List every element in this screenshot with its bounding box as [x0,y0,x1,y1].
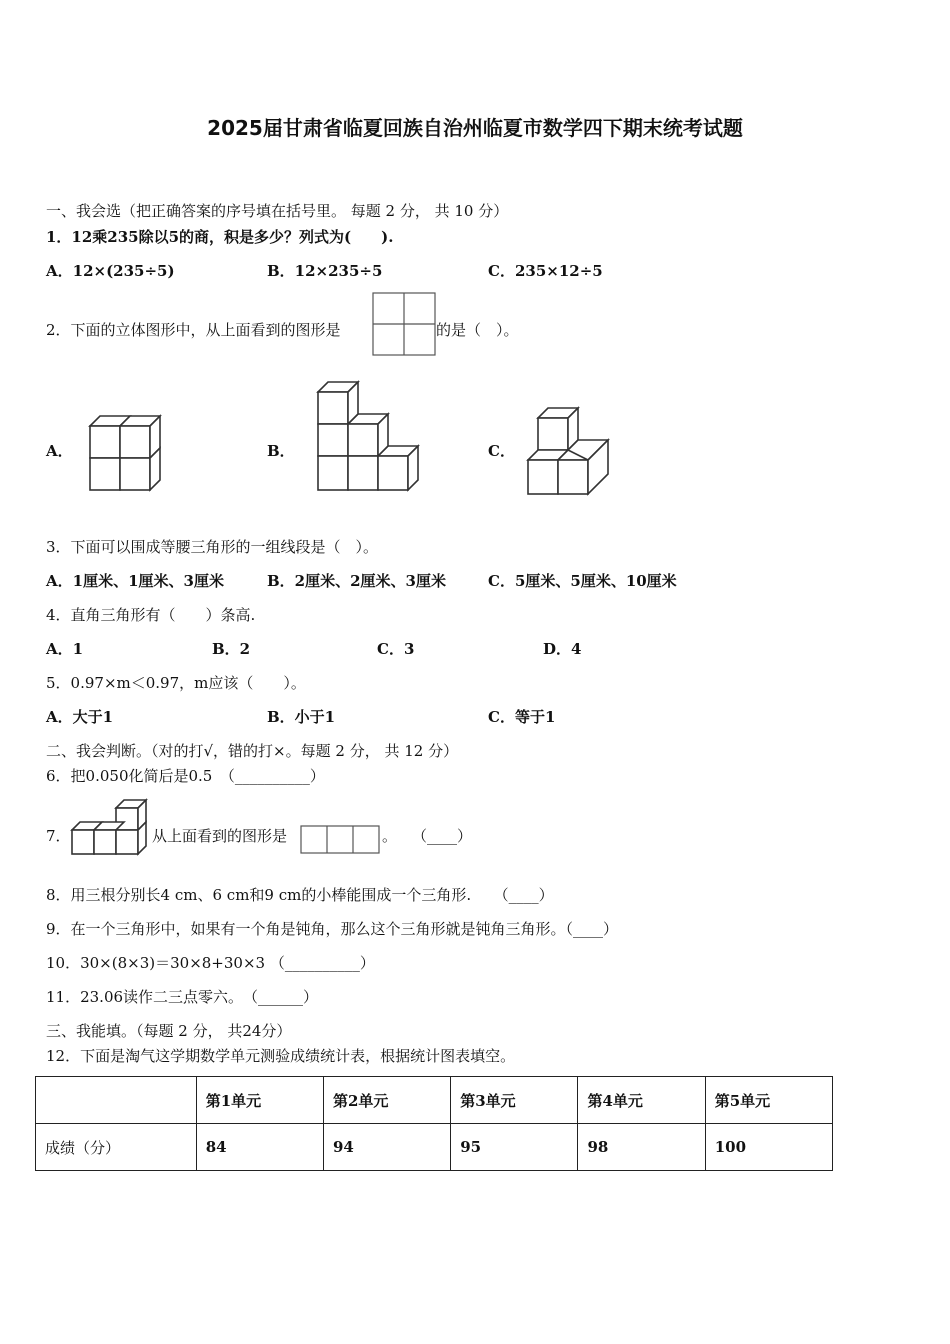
table-cell: 100 [705,1124,832,1171]
q4-option-b: B．2 [212,640,251,658]
table-cell: 94 [323,1124,450,1171]
table-cell: 84 [196,1124,323,1171]
table-header-row [36,1077,833,1124]
question-3: 3．下面可以围成等腰三角形的一组线段是（ ）。 [46,538,379,556]
q1-option-b: B．12×235÷5 [267,262,383,280]
q3-option-a: A．1厘米、1厘米、3厘米 [46,572,224,590]
cube-figure-c [524,404,616,498]
table-header-cell: 第5单元 [705,1077,832,1124]
q4-option-d: D．4 [543,640,582,658]
question-11: 11．23.06读作二三点零六。 （______） [46,988,319,1006]
q5-option-a: A．大于1 [46,708,114,726]
question-4: 4．直角三角形有（ ）条高. [46,606,256,624]
table-row [36,1124,833,1171]
question-2-before: 2．下面的立体图形中，从上面看到的图形是 [46,321,341,339]
question-8: 8．用三根分别长4 cm、6 cm和9 cm的小棒能围成一个三角形. （____） [46,886,554,904]
question-2-after: 的是（ ）。 [436,321,519,339]
table-row-label: 成绩（分） [36,1124,197,1171]
q2-option-c: C． [488,442,515,460]
q5-option-b: B．小于1 [267,708,336,726]
question-12: 12．下面是淘气这学期数学单元测验成绩统计表，根据统计图表填空。 [46,1047,516,1065]
top-view-grid-figure [372,292,436,356]
question-7-end: 。 （____） [382,827,473,845]
table-header-cell: 第3单元 [451,1077,578,1124]
q1-option-a: A．12×(235÷5) [46,262,175,280]
question-1: 1．12乘235除以5的商，积是多少？列式为( ). [46,228,394,246]
q2-option-b: B． [267,442,295,460]
q5-option-c: C．等于1 [488,708,556,726]
score-table [35,1076,833,1171]
q1-option-c: C．235×12÷5 [488,262,603,280]
question-9: 9．在一个三角形中，如果有一个角是钝角，那么这个三角形就是钝角三角形。（____） [46,920,619,938]
table-header-cell: 第4单元 [578,1077,705,1124]
question-10: 10．30×(8×3)＝30×8+30×3 （__________） [46,954,375,972]
page-title: 2025届甘肃省临夏回族自治州临夏市数学四下期末统考试题 [207,116,743,140]
table-cell: 95 [451,1124,578,1171]
q3-option-c: C．5厘米、5厘米、10厘米 [488,572,677,590]
table-header-cell [36,1077,197,1124]
question-6: 6．把0.050化简后是0.5 （__________） [46,767,325,785]
question-7-number: 7． [46,827,71,845]
q4-option-c: C．3 [377,640,415,658]
table-header-cell: 第1单元 [196,1077,323,1124]
question-5: 5．0.97×m＜0.97，m应该（ ）。 [46,674,306,692]
q2-option-a: A． [46,442,73,460]
q4-option-a: A．1 [46,640,84,658]
table-header-cell: 第2单元 [323,1077,450,1124]
question-7-text: 从上面看到的图形是 [152,827,288,845]
section-3-heading: 三、我能填。（每题 2 分， 共24分） [46,1022,292,1040]
cube-row-figure [68,796,152,858]
cube-figure-b [314,378,424,496]
section-1-heading: 一、我会选（把正确答案的序号填在括号里。 每题 2 分， 共 10 分） [46,202,509,220]
table-cell: 98 [578,1124,705,1171]
top-view-row-figure [300,825,382,855]
section-2-heading: 二、我会判断。（对的打√，错的打×。每题 2 分， 共 12 分） [46,742,459,760]
q3-option-b: B．2厘米、2厘米、3厘米 [267,572,446,590]
cube-figure-a [86,408,166,494]
